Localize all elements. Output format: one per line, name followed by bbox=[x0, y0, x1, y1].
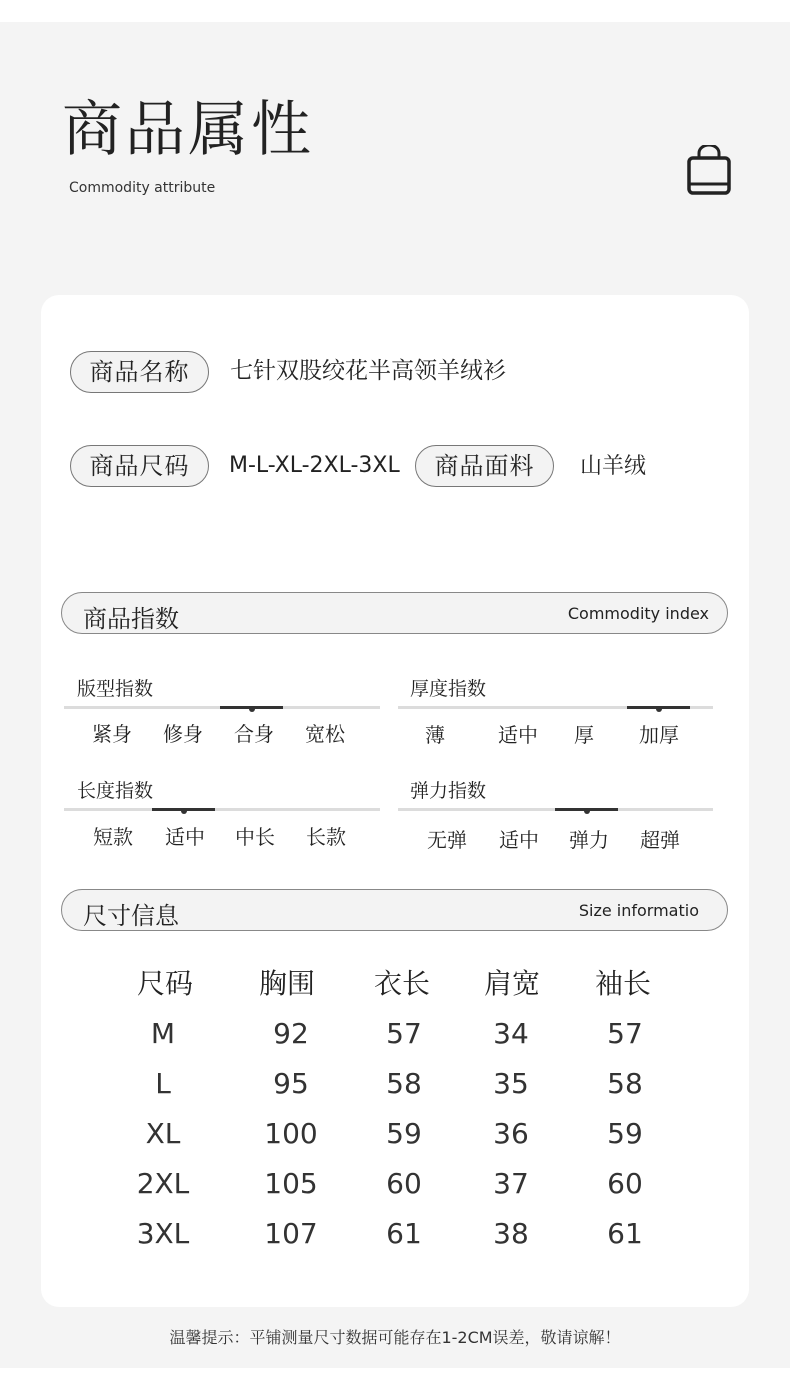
length-index-title: 长度指数 bbox=[77, 780, 154, 802]
size-table-cell: M bbox=[150, 1017, 176, 1050]
product-name-label: 商品名称 bbox=[70, 351, 209, 393]
size-table-cell: 34 bbox=[493, 1017, 529, 1050]
shopping-bag-icon bbox=[686, 145, 732, 197]
size-table-cell: 58 bbox=[386, 1067, 422, 1100]
size-table-header: 胸围 bbox=[258, 967, 315, 1000]
size-info-header bbox=[61, 889, 728, 931]
fit-index-marker bbox=[220, 706, 283, 709]
elasticity-option: 适中 bbox=[499, 828, 539, 852]
size-table-cell: 37 bbox=[493, 1167, 529, 1200]
elasticity-index-marker bbox=[555, 808, 618, 811]
section-title-en: Size informatio bbox=[578, 901, 699, 920]
size-table-cell: 38 bbox=[493, 1217, 529, 1250]
product-size-label: 商品尺码 bbox=[70, 445, 209, 487]
size-table-cell: 107 bbox=[264, 1217, 318, 1250]
elasticity-option: 超弹 bbox=[640, 828, 680, 852]
size-table-cell: 92 bbox=[273, 1017, 309, 1050]
length-option: 长款 bbox=[306, 825, 346, 849]
elasticity-index-title: 弹力指数 bbox=[410, 780, 487, 802]
product-name-value: 七针双股绞花半高领羊绒衫 bbox=[230, 358, 506, 384]
length-index-marker bbox=[152, 808, 215, 811]
size-table-cell: 35 bbox=[493, 1067, 529, 1100]
size-table-header: 尺码 bbox=[136, 967, 193, 1000]
size-table-cell: 2XL bbox=[136, 1167, 190, 1200]
size-table-cell: L bbox=[155, 1067, 171, 1100]
size-table-header: 袖长 bbox=[594, 967, 651, 1000]
size-table-cell: 36 bbox=[493, 1117, 529, 1150]
product-size-value: M-L-XL-2XL-3XL bbox=[229, 453, 400, 478]
measurement-note: 温馨提示：平铺测量尺寸数据可能存在1-2CM误差，敬请谅解！ bbox=[169, 1328, 621, 1347]
size-table-cell: 58 bbox=[607, 1067, 643, 1100]
fit-option-selected: 合身 bbox=[234, 722, 274, 746]
size-table-cell: XL bbox=[145, 1117, 181, 1150]
length-option: 短款 bbox=[93, 825, 133, 849]
section-title: 尺寸信息 bbox=[83, 902, 179, 930]
size-table-cell: 60 bbox=[607, 1167, 643, 1200]
length-index-track bbox=[64, 808, 380, 811]
fit-option: 紧身 bbox=[92, 722, 132, 746]
size-table-cell: 57 bbox=[386, 1017, 422, 1050]
size-table-cell: 95 bbox=[273, 1067, 309, 1100]
page-title: 商品属性 bbox=[62, 95, 314, 165]
commodity-index-header bbox=[61, 592, 728, 634]
fit-option: 宽松 bbox=[305, 722, 345, 746]
size-table-cell: 59 bbox=[607, 1117, 643, 1150]
size-table-cell: 105 bbox=[264, 1167, 318, 1200]
size-table-cell: 57 bbox=[607, 1017, 643, 1050]
size-table-header: 肩宽 bbox=[483, 967, 540, 1000]
length-option: 中长 bbox=[235, 825, 275, 849]
size-table-cell: 59 bbox=[386, 1117, 422, 1150]
size-table-cell: 100 bbox=[264, 1117, 318, 1150]
fit-option: 修身 bbox=[163, 722, 203, 746]
thickness-option: 适中 bbox=[498, 723, 538, 747]
thickness-option: 厚 bbox=[574, 723, 594, 747]
section-title: 商品指数 bbox=[83, 605, 179, 633]
product-fabric-label: 商品面料 bbox=[415, 445, 554, 487]
section-title-en: Commodity index bbox=[567, 604, 709, 623]
thickness-option: 薄 bbox=[425, 723, 445, 747]
elasticity-option-selected: 弹力 bbox=[569, 828, 609, 852]
elasticity-option: 无弹 bbox=[427, 828, 467, 852]
size-table-cell: 61 bbox=[386, 1217, 422, 1250]
size-table-header: 衣长 bbox=[373, 967, 430, 1000]
fit-index-title: 版型指数 bbox=[77, 678, 154, 700]
length-option-selected: 适中 bbox=[165, 825, 205, 849]
thickness-index-marker bbox=[627, 706, 690, 709]
page-subtitle: Commodity attribute bbox=[69, 180, 216, 196]
size-table-cell: 61 bbox=[607, 1217, 643, 1250]
product-fabric-value: 山羊绒 bbox=[580, 454, 647, 479]
thickness-option-selected: 加厚 bbox=[639, 723, 679, 747]
size-table-cell: 60 bbox=[386, 1167, 422, 1200]
thickness-index-title: 厚度指数 bbox=[410, 678, 487, 700]
size-table-cell: 3XL bbox=[136, 1217, 190, 1250]
